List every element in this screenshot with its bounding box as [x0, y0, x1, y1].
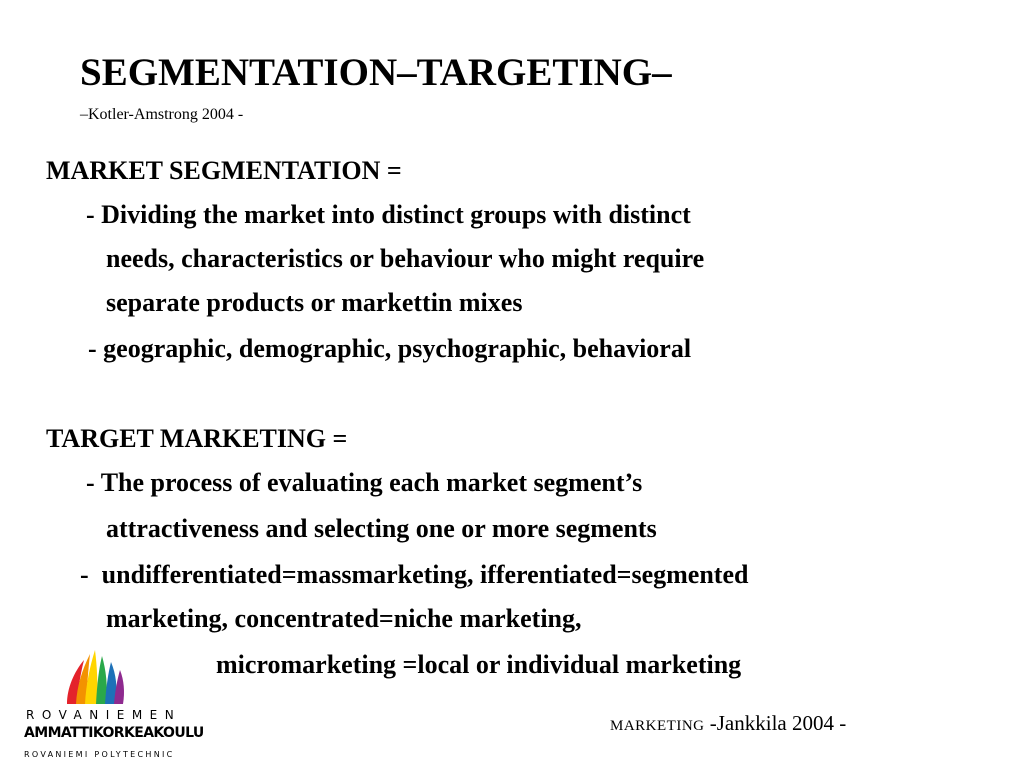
flame-logo-icon [64, 648, 126, 706]
targeting-point-2-line-3: micromarketing =local or individual marketing [216, 650, 742, 679]
targeting-heading: TARGET MARKETING = [46, 424, 348, 453]
logo-text-ammattikorkeakoulu: AMMATTIKORKEAKOULU [24, 725, 204, 741]
footer-prefix: MARKETING [610, 718, 705, 734]
slide-subtitle: –Kotler-Amstrong 2004 - [80, 106, 244, 123]
segmentation-point-2: - geographic, demographic, psychographic, behavioral [88, 334, 692, 363]
targeting-point-2-line-2: marketing, concentrated=niche marketing, [106, 604, 582, 633]
footer [610, 708, 846, 741]
segmentation-heading: MARKET SEGMENTATION = [46, 156, 402, 185]
slide-title: SEGMENTATION–TARGETING– [80, 51, 672, 94]
targeting-point-2-line-1: - undifferentiated=massmarketing, ifferentiated=segmented [80, 560, 749, 589]
segmentation-point-1-line-3: separate products or markettin mixes [106, 288, 523, 317]
segmentation-point-1-line-2: needs, characteristics or behaviour who might require [106, 244, 705, 273]
footer-text: -Jankkila 2004 - [704, 711, 847, 735]
segmentation-point-1-line-1: - Dividing the market into distinct groups with distinct [86, 200, 691, 229]
logo-text-rovaniemen: ROVANIEMEN [26, 708, 182, 722]
targeting-point-1-line-2: attractiveness and selecting one or more segments [106, 514, 657, 543]
targeting-point-1-line-1: - The process of evaluating each market segment’s [86, 468, 643, 497]
logo-text-rovaniemi-polytechnic: ROVANIEMI POLYTECHNIC [24, 750, 175, 759]
rovaniemi-polytechnic-logo [24, 648, 204, 766]
